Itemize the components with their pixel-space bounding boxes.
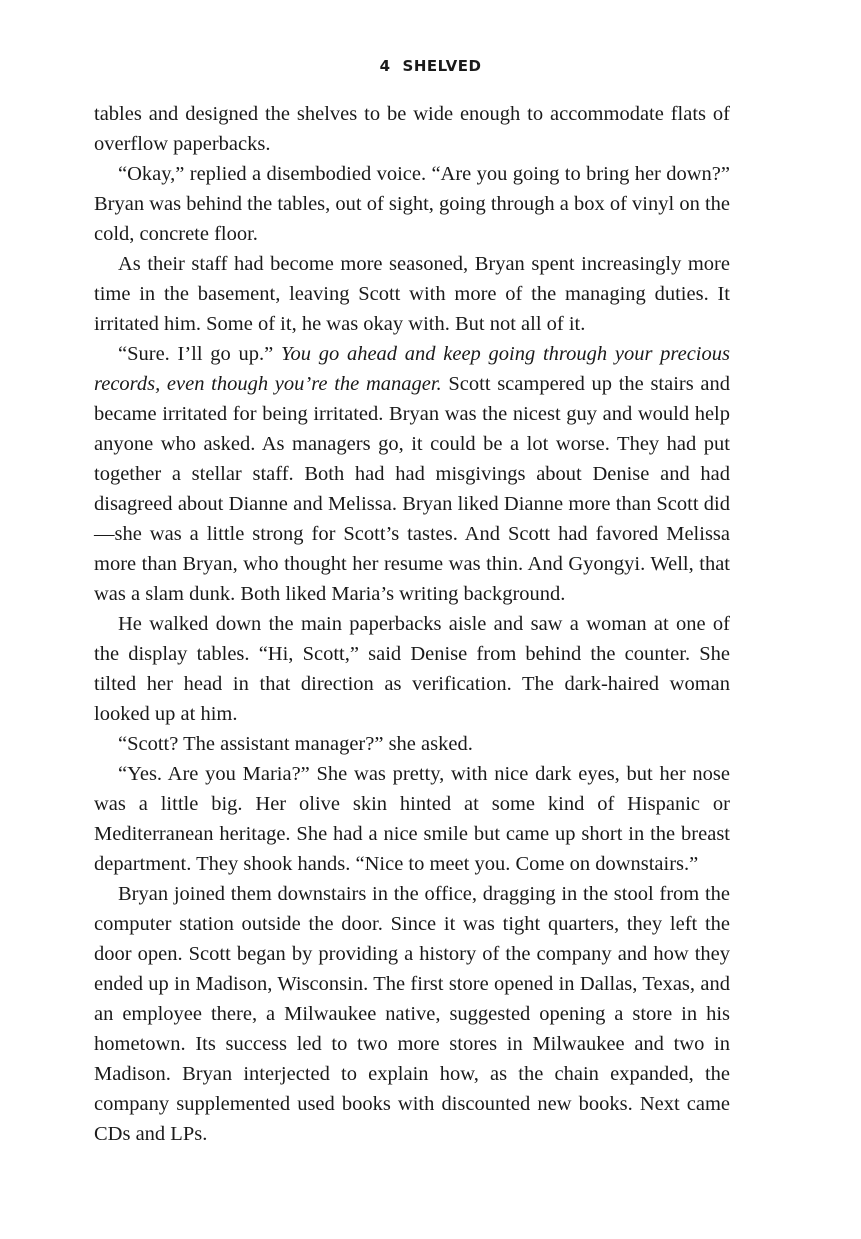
- page-number: 4: [379, 57, 391, 75]
- body-text: [94, 99, 730, 1149]
- text-segment: “Okay,” replied a disembodied voice. “Are you going to bring her down?” Bryan was behind the tables, out of sight, going through a box of vinyl on the cold, concrete floor.: [94, 163, 730, 245]
- paragraph: [94, 159, 730, 249]
- text-segment: As their staff had become more seasoned, Bryan spent increasingly more time in the basement, leaving Scott with more of the managing duties. It irritated him. Some of it, he was okay with. But not all of it.: [94, 253, 730, 335]
- paragraph: [94, 339, 730, 609]
- text-segment: He walked down the main paperbacks aisle and saw a woman at one of the display tables. “Hi, Scott,” said Denise from behind the counter. She tilted her head in that direction as verification. The dark-haired woman looked up at him.: [94, 613, 730, 725]
- paragraph: [94, 729, 730, 759]
- book-title: SHELVED: [402, 57, 482, 75]
- text-segment: “Yes. Are you Maria?” She was pretty, with nice dark eyes, but her nose was a little big. Her olive skin hinted at some kind of Hispanic or Mediterranean heritage. She had a nice smile but came up short in the breast department. They shook hands. “Nice to meet you. Come on downstairs.”: [94, 763, 730, 875]
- paragraph: [94, 249, 730, 339]
- text-segment: tables and designed the shelves to be wide enough to accommodate flats of overflow paperbacks.: [94, 103, 730, 155]
- italic-text: You go ahead and keep going through your precious records, even though you’re the manager.: [94, 343, 730, 395]
- text-segment: “Scott? The assistant manager?” she asked.: [118, 733, 473, 755]
- running-head: [0, 56, 861, 76]
- paragraph: [94, 759, 730, 879]
- paragraph: [94, 609, 730, 729]
- text-segment: Scott scampered up the stairs and became irritated for being irritated. Bryan was the nicest guy and would help anyone who asked. As managers go, it could be a lot worse. They had put together a stellar staff. Both had had misgivings about Denise and had disagreed about Dianne and Melissa. Bryan liked Dianne more than Scott did—she was a little strong for Scott’s tastes. And Scott had favored Melissa more than Bryan, who thought her resume was thin. And Gyongyi. Well, that was a slam dunk. Both liked Maria’s writing background.: [94, 373, 731, 605]
- paragraph: [94, 879, 730, 1149]
- paragraph: [94, 99, 730, 159]
- text-segment: Bryan joined them downstairs in the office, dragging in the stool from the computer station outside the door. Since it was tight quarters, they left the door open. Scott began by providing a history of the company and how they ended up in Madison, Wisconsin. The first store opened in Dallas, Texas, and an employee there, a Milwaukee native, suggested opening a store in his hometown. Its success led to two more stores in Milwaukee and two in Madison. Bryan interjected to explain how, as the chain expanded, the company supplemented used books with discounted new books. Next came CDs and LPs.: [94, 883, 730, 1145]
- text-segment: “Sure. I’ll go up.”: [118, 343, 281, 365]
